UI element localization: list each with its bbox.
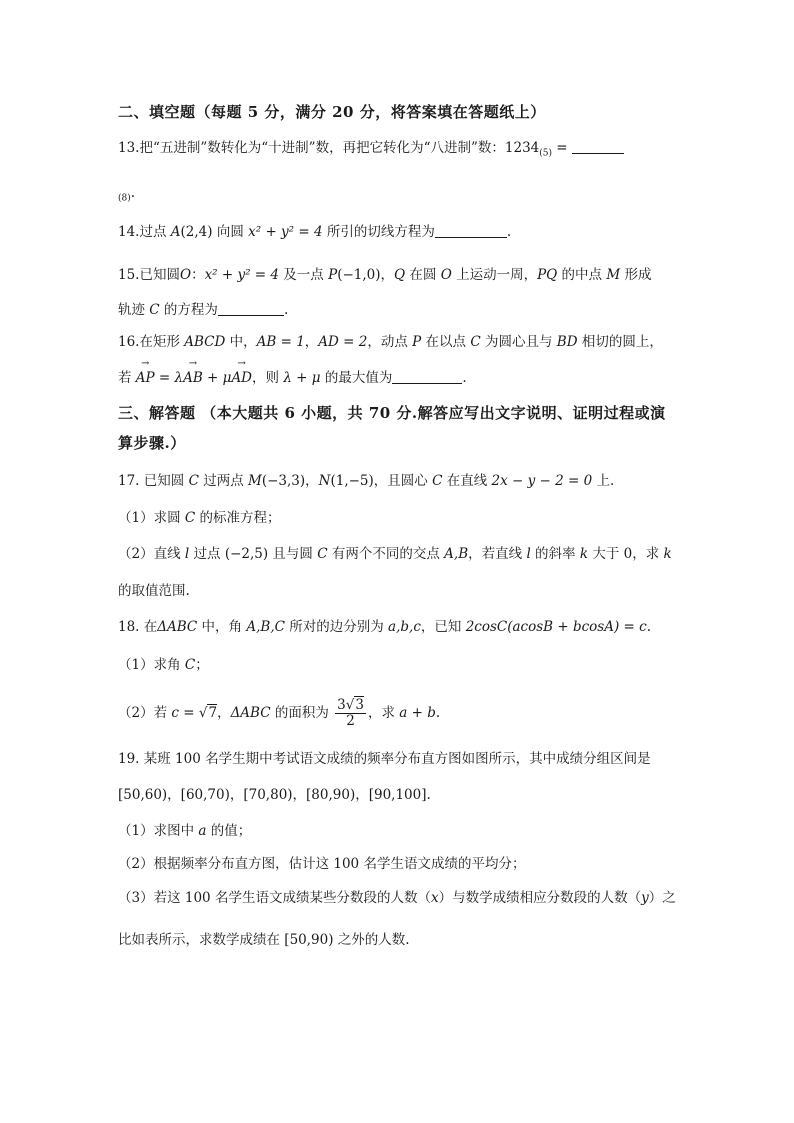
- q15-text-a: 15.已知圆: [118, 267, 180, 283]
- q16-eq1: = λ: [154, 370, 184, 386]
- q15-line2-a: 轨迹: [118, 302, 150, 318]
- q16-text-a: 16.在矩形: [118, 334, 185, 350]
- q16-answer-blank[interactable]: [392, 369, 462, 384]
- q16-P: P: [412, 334, 422, 350]
- q18-frac-num-coef: 3: [337, 697, 346, 713]
- question-16: [118, 333, 663, 351]
- q18-frac-den: 2: [346, 713, 355, 729]
- q16-vec-ab: → AB: [183, 369, 203, 387]
- q14-end: .: [506, 224, 512, 240]
- q16-ab: AB = 1: [256, 334, 305, 350]
- q16-BD: BD: [556, 334, 578, 350]
- q17-text-e: 在直线: [442, 473, 492, 489]
- q17-text-d: ，且圆心: [373, 473, 433, 489]
- question-18-part1: [118, 656, 209, 674]
- q17-pt: (−2,5): [224, 546, 269, 562]
- q16-text-f: 为圆心且与: [480, 334, 557, 350]
- q17-line-eq: 2x − y − 2 = 0: [491, 473, 593, 489]
- q17-C: C: [188, 473, 199, 489]
- q19-y: y: [641, 890, 649, 906]
- q16-text-e: 在以点: [421, 334, 471, 350]
- q17-l: l: [184, 546, 190, 562]
- q19-a: a: [198, 823, 207, 839]
- q16-text-b: 中，: [225, 334, 257, 350]
- q16-text-d: ，动点: [367, 334, 413, 350]
- q19-range: [50,90): [284, 932, 334, 948]
- q15-point: P: [328, 267, 338, 283]
- q18-p2-a: （2）若: [118, 705, 172, 721]
- q18-p1-C: C: [184, 657, 196, 673]
- q19-line2: [50,60)，[60,70)，[70,80)，[80,90)，[90,100].: [118, 787, 431, 803]
- q18-p1-a: （1）求角: [118, 657, 185, 673]
- q16-lm: λ + μ: [283, 370, 321, 386]
- question-18-part2: （2）若 c = √7，ΔABC 的面积为 $\frac{3√3}{2}$ ，求 a + b.: [118, 697, 441, 729]
- q18-angles: A,B,C: [246, 619, 285, 635]
- q15-C: C: [149, 302, 160, 318]
- q17-p2-b: 过点: [189, 546, 225, 562]
- q18-p1-b: ；: [195, 657, 209, 673]
- q17-C3: C: [317, 546, 328, 562]
- q16-vec-ad: → AD: [231, 369, 252, 387]
- q18-ab-sum: a + b: [399, 705, 436, 721]
- q15-text-c: 及一点: [279, 267, 329, 283]
- q14-text-a: 14.过点: [118, 224, 171, 240]
- q16-text-g: 相切的圆上，: [577, 334, 663, 350]
- q18-text-b: 中，角: [197, 619, 247, 635]
- question-17-part2: [118, 545, 672, 563]
- q17-p2-a: （2）直线: [118, 546, 185, 562]
- q17-text-c: ，: [305, 473, 319, 489]
- question-15-cont: [118, 301, 288, 319]
- section-3-line1: 三、解答题 （本大题共 6 小题，共 70 分.解答应写出文字说明、证明过程或演: [118, 404, 666, 422]
- q18-p2-e: .: [435, 705, 441, 721]
- q19-p3-b: ）与数学成绩相应分数段的人数（: [438, 890, 642, 906]
- q15-circle: O: [179, 267, 192, 283]
- q18-tri2: ΔABC: [230, 705, 271, 721]
- section-2-heading: [118, 103, 546, 121]
- question-13: [118, 139, 624, 163]
- q15-eq: x² + y² = 4: [204, 267, 280, 283]
- q18-sqrt7: 7: [208, 705, 218, 721]
- q16-eq2: + μ: [202, 370, 232, 386]
- q15-text-b: ：: [191, 267, 205, 283]
- q17-M: M: [248, 473, 262, 489]
- q19-line1: 19. 某班 100 名学生期中考试语文成绩的频率分布直方图如图所示，其中成绩分组区间是: [118, 751, 651, 767]
- q15-Q: Q: [394, 267, 406, 283]
- question-19-part3: [118, 889, 676, 907]
- q14-text-c: 所引的切线方程为: [322, 224, 435, 240]
- question-17-part2-cont: [118, 582, 190, 600]
- q18-p2-c: 的面积为: [270, 705, 334, 721]
- question-15: [118, 266, 651, 284]
- q16-line2-a: 若: [118, 370, 136, 386]
- q15-text-e: 在圆: [405, 267, 441, 283]
- q17-p1-b: 的标准方程；: [195, 510, 281, 526]
- question-14: [118, 223, 511, 241]
- section-3-line2: 算步骤.）: [118, 434, 186, 452]
- q17-p1-a: （1）求圆: [118, 510, 185, 526]
- q19-p3-line2-a: 比如表所示，求数学成绩在: [118, 932, 285, 948]
- q18-text-d: ，已知: [420, 619, 466, 635]
- q16-line2-c: 的最大值为: [320, 370, 393, 386]
- q15-text-g: 的中点: [557, 267, 607, 283]
- q14-point-coords: (2,4): [180, 224, 213, 240]
- q15-point-coords: (−1,0): [337, 267, 381, 283]
- q13-base-in: (5): [539, 148, 552, 159]
- q14-point-name: A: [170, 224, 181, 240]
- q18-area-fraction: $\frac{3√3}{2}$: [337, 697, 364, 729]
- q18-sides: a,b,c: [388, 619, 421, 635]
- q17-p2-line2: 的取值范围.: [118, 583, 190, 599]
- question-17-part1: [118, 509, 281, 527]
- q19-p1-b: 的值；: [206, 823, 252, 839]
- q17-p2-e: ，若直线: [468, 546, 527, 562]
- q17-k: k: [579, 546, 589, 562]
- question-16-cont: [118, 369, 467, 387]
- q19-p3-c: ）之: [648, 890, 676, 906]
- q19-p1-a: （1）求图中: [118, 823, 199, 839]
- question-19-part2: [118, 855, 525, 873]
- q15-O2: O: [440, 267, 452, 283]
- q15-answer-blank[interactable]: [218, 301, 284, 316]
- q17-M-coords: (−3,3): [261, 473, 306, 489]
- q14-answer-blank[interactable]: [435, 223, 507, 238]
- q17-AB: A,B: [444, 546, 469, 562]
- q16-rect: ABCD: [184, 334, 226, 350]
- q19-x: x: [430, 890, 439, 906]
- q15-text-f: 上运动一周，: [451, 267, 538, 283]
- q15-M: M: [606, 267, 621, 283]
- question-13-cont: [118, 184, 135, 208]
- q17-text-b: 过两点: [198, 473, 248, 489]
- q18-c-eq: c =: [171, 705, 199, 721]
- q17-p2-d: 有两个不同的交点: [327, 546, 445, 562]
- q16-vec-ap: → AP: [136, 369, 155, 387]
- question-19: [118, 750, 651, 768]
- section-2-title: 二、填空题（每题 5 分，满分 20 分，将答案填在答题纸上）: [118, 103, 546, 121]
- q14-text-b: 向圆: [212, 224, 249, 240]
- q17-p2-f: 的斜率: [530, 546, 580, 562]
- q18-p2-b: ，: [217, 705, 231, 721]
- q13-equals: =: [556, 140, 568, 156]
- q15-line2-b: 的方程为: [159, 302, 218, 318]
- q13-text: 13.把“五进制”数转化为“十进制”数，再把它转化为“八进制”数：: [118, 140, 505, 156]
- q17-p2-c: 且与圆: [268, 546, 318, 562]
- q17-text-a: 17. 已知圆: [118, 473, 189, 489]
- q16-C: C: [470, 334, 481, 350]
- q17-k2: k: [663, 546, 672, 562]
- q19-p3-a: （3）若这 100 名学生语文成绩某些分数段的人数（: [118, 890, 431, 906]
- q15-text-d: ，: [380, 267, 395, 283]
- q15-end: .: [283, 302, 289, 318]
- q18-text-c: 所对的边分别为: [284, 619, 389, 635]
- q17-p2-g: 大于 0，求: [588, 546, 664, 562]
- q16-ad: AD = 2: [318, 334, 368, 350]
- q14-circle-eq: x² + y² = 4: [248, 224, 323, 240]
- q18-text-a: 18. 在: [118, 619, 158, 635]
- q17-C2: C: [432, 473, 443, 489]
- q13-base-out: (8): [118, 193, 131, 204]
- q18-tri: ΔABC: [157, 619, 198, 635]
- section-3-heading-cont: [118, 434, 186, 452]
- question-19-intervals: [118, 786, 431, 804]
- q19-p3-line2-b: 之外的人数.: [333, 932, 410, 948]
- q17-p1-C: C: [184, 510, 196, 526]
- q17-text-f: 上.: [592, 473, 615, 489]
- q16-line2-b: ，则: [252, 370, 284, 386]
- q18-p2-d: ，求: [367, 705, 400, 721]
- q17-N: N: [318, 473, 331, 489]
- question-17: [118, 472, 614, 490]
- q18-text-e: .: [646, 619, 651, 635]
- q13-end: .: [130, 185, 136, 201]
- question-18: [118, 618, 651, 636]
- q17-l2: l: [526, 546, 531, 562]
- q16-text-c: ，: [304, 334, 319, 350]
- section-3-heading: [118, 404, 666, 422]
- q13-number: 1234: [504, 140, 540, 156]
- q18-eq: 2cosC(acosB + bcosA) = c: [465, 619, 647, 635]
- question-19-part3-cont: [118, 931, 410, 949]
- q15-PQ: PQ: [537, 267, 558, 283]
- q13-answer-blank[interactable]: [572, 139, 624, 154]
- question-19-part1: [118, 822, 251, 840]
- q18-frac-num-sqrt: 3: [355, 697, 364, 713]
- q17-N-coords: (1,−5): [330, 473, 374, 489]
- q15-text-h: 形成: [620, 267, 652, 283]
- q19-p2: （2）根据频率分布直方图，估计这 100 名学生语文成绩的平均分；: [118, 856, 526, 872]
- q16-end: .: [462, 370, 467, 386]
